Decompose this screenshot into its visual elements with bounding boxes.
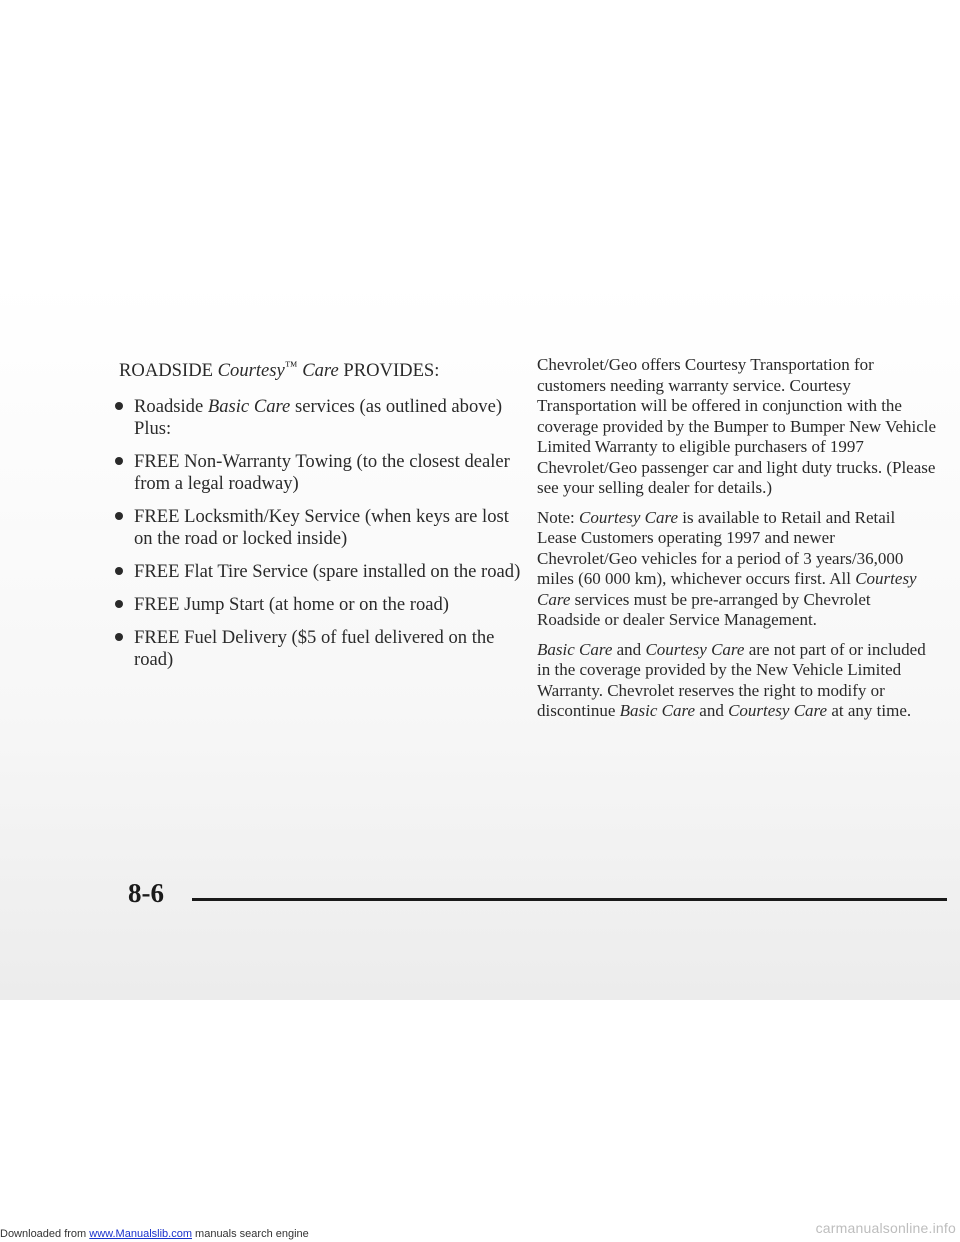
footer-rule [192, 898, 947, 901]
services-list [119, 396, 524, 671]
list-item: FREE Non-Warranty Towing (to the closest dealer from a legal roadway) [119, 451, 524, 495]
note-paragraph: Note: Courtesy Care is available to Retail and Retail Lease Customers operating 1997 and newer Chevrolet/Geo vehicles for a period of 3 years/36,000 miles (60 000 km), whichever occurs first. All Courtesy Care services must be pre-arranged by Chevrolet Roadside or dealer Service Management. [537, 507, 917, 629]
bullet-icon [115, 567, 123, 575]
courtesy-transportation-paragraph: Chevrolet/Geo offers Courtesy Transportation for customers needing warranty service. Courtesy Transportation will be offered in conjunction with the coverage provided by the Bumper to Bumper New Vehicle Limited Warranty to eligible purchasers of 1997 Chevrolet/Geo passenger car and light duty trucks. (Please see your selling dealer for details.) [537, 355, 937, 497]
list-item: Roadside Basic Care services (as outlined above) Plus: [119, 396, 524, 440]
trademark-symbol: ™ [284, 358, 298, 373]
list-item: FREE Fuel Delivery ($5 of fuel delivered on the road) [119, 627, 524, 671]
right-column [537, 355, 937, 731]
top-margin [0, 0, 960, 280]
page-number: 8-6 [128, 878, 164, 908]
section-heading: ROADSIDE Courtesy™ Care PROVIDES: [119, 358, 440, 381]
bullet-icon [115, 633, 123, 641]
page-footer [128, 878, 948, 918]
brand-name: Courtesy [217, 360, 285, 381]
bullet-icon [115, 457, 123, 465]
download-banner: Downloaded from www.Manualslib.com manuals search engine [0, 1228, 309, 1240]
bullet-icon [115, 402, 123, 410]
left-column [119, 355, 524, 682]
watermark: carmanualsonline.info [815, 1220, 956, 1236]
disclaimer-paragraph: Basic Care and Courtesy Care are not part of or included in the coverage provided by the New Vehicle Limited Warranty. Chevrolet reserves the right to modify or discontinue Basic Care and Courtesy Care at any time. [537, 639, 926, 720]
bullet-icon [115, 600, 123, 608]
list-item: FREE Jump Start (at home or on the road) [119, 594, 524, 616]
bullet-icon [115, 512, 123, 520]
manualslib-link[interactable]: www.Manualslib.com [89, 1228, 192, 1240]
list-item: FREE Locksmith/Key Service (when keys are lost on the road or locked inside) [119, 506, 524, 550]
list-item: FREE Flat Tire Service (spare installed on the road) [119, 561, 524, 583]
